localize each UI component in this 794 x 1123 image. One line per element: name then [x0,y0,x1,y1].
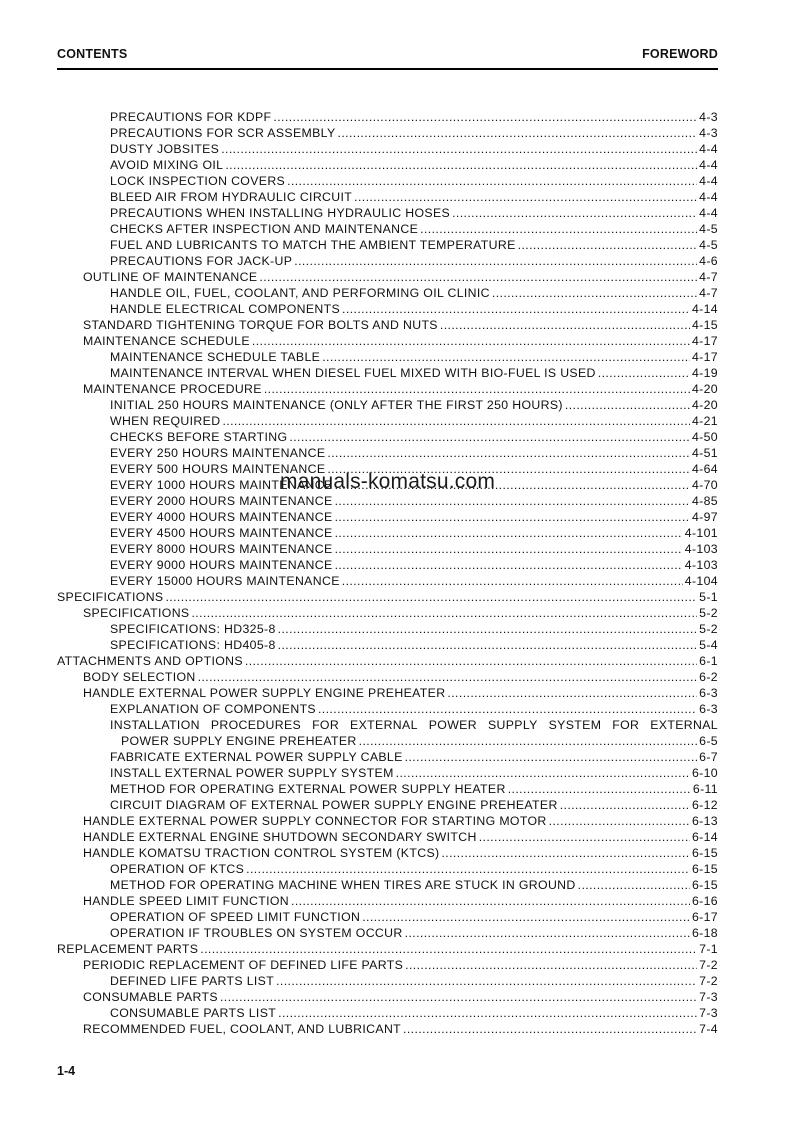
toc-entry[interactable] [57,845,718,861]
toc-entry-page: 6-14 [691,830,718,844]
toc-word: FOR [312,718,340,732]
toc-entry[interactable] [57,589,718,605]
toc-entry-title: HANDLE EXTERNAL POWER SUPPLY ENGINE PREHEATER [83,686,446,700]
dot-leader [335,493,690,509]
toc-entry-title: SPECIFICATIONS: HD325-8 [110,622,276,636]
toc-word: POWER [428,718,477,732]
toc-word: SUPPLY [487,718,538,732]
toc-entry-title: HANDLE ELECTRICAL COMPONENTS [110,302,341,316]
toc-entry-page: 4-104 [684,574,718,588]
toc-entry[interactable] [57,653,718,669]
dot-leader [264,381,690,397]
toc-entry[interactable] [57,301,718,317]
toc-entry[interactable] [57,813,718,829]
dot-leader [191,605,697,621]
toc-entry[interactable] [57,877,718,893]
toc-entry-title: EVERY 8000 HOURS MAINTENANCE [110,542,333,556]
dot-leader [276,973,697,989]
toc-entry[interactable] [57,493,718,509]
toc-entry-title: INSTALL EXTERNAL POWER SUPPLY SYSTEM [110,766,394,780]
page-number: 1-4 [57,1064,76,1078]
toc-entry-page: 4-7 [699,286,718,300]
toc-entry-title: OPERATION IF TROUBLES ON SYSTEM OCCUR [110,926,403,940]
toc-entry-page: 4-4 [699,158,718,172]
toc-entry-title: MAINTENANCE PROCEDURE [83,382,262,396]
dot-leader [518,237,698,253]
dot-leader [342,573,683,589]
toc-entry-page: 6-3 [699,702,718,716]
toc-entry-title: DUSTY JOBSITES [110,142,220,156]
toc-entry[interactable] [57,797,718,813]
toc-entry-title: FABRICATE EXTERNAL POWER SUPPLY CABLE [110,750,403,764]
toc-entry-title: SPECIFICATIONS [57,590,164,604]
toc-entry-title: CIRCUIT DIAGRAM OF EXTERNAL POWER SUPPLY ENGINE PREHEATER [110,798,558,812]
dot-leader [560,797,690,813]
toc-entry-title: FUEL AND LUBRICANTS TO MATCH THE AMBIENT TEMPERATURE [110,238,516,252]
toc-entry[interactable] [57,1021,718,1037]
dot-leader [278,621,698,637]
toc-entry[interactable] [57,189,718,205]
toc-entry[interactable] [57,605,718,621]
toc-entry-page: 4-51 [691,446,718,460]
toc-entry-page: 4-6 [699,254,718,268]
dot-leader [354,189,697,205]
toc-entry[interactable] [57,973,718,989]
dot-leader [405,749,698,765]
toc-entry-page: 4-4 [699,190,718,204]
toc-entry[interactable] [57,829,718,845]
dot-leader [327,445,690,461]
toc-entry-title: HANDLE OIL, FUEL, COOLANT, AND PERFORMING OIL CLINIC [110,286,490,300]
toc-entry[interactable] [57,269,718,285]
toc-entry-page: 6-18 [691,926,718,940]
toc-entry-page: 4-20 [691,398,718,412]
toc-entry[interactable] [57,285,718,301]
toc-entry[interactable] [57,397,718,413]
toc-entry-page: 6-15 [691,878,718,892]
watermark-text: manuals-komatsu.com [280,470,496,493]
toc-entry-title: SPECIFICATIONS: HD405-8 [110,638,276,652]
toc-entry-title: PRECAUTIONS FOR JACK-UP [110,254,293,268]
toc-entry-title: PERIODIC REPLACEMENT OF DEFINED LIFE PARTS [83,958,404,972]
dot-leader [452,205,697,221]
toc-entry[interactable] [57,221,718,237]
toc-entry-title: PRECAUTIONS WHEN INSTALLING HYDRAULIC HOSES [110,206,451,220]
dot-leader [259,269,697,285]
toc-entry-title: REPLACEMENT PARTS [57,942,199,956]
toc-entry-title: MAINTENANCE SCHEDULE [83,334,250,348]
toc-entry-page: 6-7 [699,750,718,764]
toc-entry-page: 4-3 [699,126,718,140]
dot-leader [165,589,697,605]
dot-leader [273,109,697,125]
toc-entry[interactable] [57,669,718,685]
toc-entry-page: 4-14 [691,302,718,316]
toc-entry[interactable] [57,637,718,653]
toc-entry[interactable] [57,701,718,717]
toc-entry-title: METHOD FOR OPERATING EXTERNAL POWER SUPPLY HEATER [110,782,506,796]
toc-entry[interactable] [57,237,718,253]
dot-leader [289,429,690,445]
dot-leader [294,253,697,269]
dot-leader [335,557,683,573]
toc-entry-title: METHOD FOR OPERATING MACHINE WHEN TIRES ARE STUCK IN GROUND [110,878,576,892]
toc-entry[interactable] [57,429,718,445]
toc-entry-title: LOCK INSPECTION COVERS [110,174,286,188]
toc-entry-title: BLEED AIR FROM HYDRAULIC CIRCUIT [110,190,353,204]
dot-leader [405,957,697,973]
toc-entry[interactable] [57,749,718,765]
dot-leader [441,845,690,861]
dot-leader [318,701,697,717]
dot-leader [508,781,691,797]
toc-entry[interactable] [57,909,718,925]
toc-word: FOR [612,718,640,732]
toc-entry-title: MAINTENANCE SCHEDULE TABLE [110,350,321,364]
toc-entry-page: 6-15 [691,862,718,876]
toc-entry-title: PRECAUTIONS FOR KDPF [110,110,272,124]
toc-entry-page: 4-21 [691,414,718,428]
toc-entry-title: OPERATION OF KTCS [110,862,245,876]
toc-entry[interactable] [57,717,718,733]
dot-leader [578,877,690,893]
dot-leader [225,157,697,173]
dot-leader [222,413,690,429]
toc-entry-title: CHECKS BEFORE STARTING [110,430,288,444]
toc-entry-title: EVERY 250 HOURS MAINTENANCE [110,446,326,460]
toc-entry-page: 4-3 [699,110,718,124]
toc-entry-title: MAINTENANCE INTERVAL WHEN DIESEL FUEL MIXED WITH BIO-FUEL IS USED [110,366,596,380]
toc-entry-page: 4-20 [691,382,718,396]
toc-entry-title: HANDLE SPEED LIMIT FUNCTION [83,894,290,908]
toc-entry[interactable] [57,445,718,461]
dot-leader [291,893,690,909]
toc-entry-title: BODY SELECTION [83,670,196,684]
toc-entry-page: 4-15 [691,318,718,332]
toc-entry[interactable] [57,365,718,381]
toc-entry-page: 7-2 [699,974,718,988]
toc-entry-page: 6-5 [699,734,718,748]
toc-entry[interactable] [57,173,718,189]
toc-entry-page: 6-15 [691,846,718,860]
toc-entry[interactable] [57,925,718,941]
toc-entry-title: CONSUMABLE PARTS LIST [110,1006,277,1020]
toc-entry-page: 7-4 [699,1022,718,1036]
toc-entry-page: 4-50 [691,430,718,444]
toc-entry-title: STANDARD TIGHTENING TORQUE FOR BOLTS AND NUTS [83,318,438,332]
toc-entry-page: 4-4 [699,142,718,156]
toc-entry-page: 6-3 [699,686,718,700]
toc-entry[interactable] [57,109,718,125]
toc-entry-page: 4-4 [699,206,718,220]
toc-entry[interactable] [57,557,718,573]
toc-entry[interactable] [57,957,718,973]
dot-leader [342,301,690,317]
toc-entry-title: HANDLE EXTERNAL ENGINE SHUTDOWN SECONDARY SWITCH [83,830,477,844]
toc-entry-title: EXPLANATION OF COMPONENTS [110,702,316,716]
toc-entry[interactable] [57,413,718,429]
dot-leader [252,333,690,349]
toc-entry-page: 6-16 [691,894,718,908]
dot-leader [198,669,698,685]
toc-entry-title: SPECIFICATIONS [83,606,190,620]
toc-entry-title: WHEN REQUIRED [110,414,221,428]
header-section-title: CONTENTS [57,47,128,61]
toc-entry-title: PRECAUTIONS FOR SCR ASSEMBLY [110,126,336,140]
dot-leader [565,397,690,413]
toc-entry-title: RECOMMENDED FUEL, COOLANT, AND LUBRICANT [83,1022,402,1036]
toc-word: PROCEDURES [210,718,302,732]
toc-entry[interactable] [57,861,718,877]
toc-entry-page: 4-5 [699,222,718,236]
header-divider [57,68,718,70]
toc-entry[interactable] [57,349,718,365]
dot-leader [362,909,690,925]
toc-word: INSTALLATION [110,718,200,732]
dot-leader [200,941,697,957]
dot-leader [335,541,683,557]
toc-entry-page: 7-3 [699,990,718,1004]
toc-entry-page: 4-64 [691,462,718,476]
toc-entry[interactable] [57,765,718,781]
toc-entry-title: HANDLE EXTERNAL POWER SUPPLY CONNECTOR FOR STARTING MOTOR [83,814,547,828]
toc-entry-page: 5-1 [699,590,718,604]
dot-leader [396,765,690,781]
toc-entry-title: CHECKS AFTER INSPECTION AND MAINTENANCE [110,222,419,236]
toc-word: EXTERNAL [650,718,718,732]
toc-entry-page: 7-3 [699,1006,718,1020]
toc-entry-page: 4-101 [684,526,718,540]
toc-entry[interactable] [57,381,718,397]
toc-entry[interactable] [57,781,718,797]
toc-entry-page: 7-2 [699,958,718,972]
dot-leader [278,1005,697,1021]
dot-leader [440,317,690,333]
toc-entry-page: 4-5 [699,238,718,252]
header-chapter-title: FOREWORD [642,47,718,61]
toc-entry-page: 6-17 [691,910,718,924]
toc-entry[interactable] [57,125,718,141]
toc-entry-title: DEFINED LIFE PARTS LIST [110,974,275,988]
toc-entry[interactable] [57,525,718,541]
dot-leader [338,125,698,141]
dot-leader [335,525,683,541]
toc-entry-page: 6-12 [691,798,718,812]
toc-entry-page: 5-2 [699,606,718,620]
toc-entry[interactable] [57,541,718,557]
toc-entry-title: EVERY 9000 HOURS MAINTENANCE [110,558,333,572]
toc-entry-title: EVERY 15000 HOURS MAINTENANCE [110,574,340,588]
toc-entry[interactable] [57,141,718,157]
toc-entry[interactable] [57,989,718,1005]
dot-leader [335,509,690,525]
dot-leader [492,285,697,301]
toc-word: SYSTEM [548,718,602,732]
toc-entry-title: CONSUMABLE PARTS [83,990,218,1004]
dot-leader [403,1021,697,1037]
toc-entry-title: EVERY 4500 HOURS MAINTENANCE [110,526,333,540]
toc-entry-title: INITIAL 250 HOURS MAINTENANCE (ONLY AFTER THE FIRST 250 HOURS) [110,398,563,412]
toc-entry[interactable] [57,157,718,173]
toc-entry-page: 4-17 [691,334,718,348]
toc-entry-page: 4-103 [684,558,718,572]
toc-entry[interactable] [57,253,718,269]
toc-entry-page: 5-4 [699,638,718,652]
toc-word: EXTERNAL [350,718,418,732]
table-of-contents [57,109,718,1037]
toc-entry-page: 6-2 [699,670,718,684]
toc-entry-page: 4-4 [699,174,718,188]
toc-entry-page: 4-19 [691,366,718,380]
toc-entry-page: 6-13 [691,814,718,828]
dot-leader [245,653,697,669]
toc-entry-page: 4-97 [691,510,718,524]
toc-entry[interactable] [57,941,718,957]
toc-entry[interactable] [57,685,718,701]
dot-leader [287,173,697,189]
dot-leader [447,685,697,701]
toc-entry-page: 4-7 [699,270,718,284]
toc-entry-page: 7-1 [699,942,718,956]
dot-leader [405,925,690,941]
toc-entry-title: EVERY 500 HOURS MAINTENANCE [110,462,326,476]
dot-leader [322,349,690,365]
toc-entry[interactable] [57,509,718,525]
page-header [57,47,718,65]
toc-entry[interactable] [57,893,718,909]
toc-entry-title [110,717,718,733]
dot-leader [221,141,697,157]
toc-entry-page: 4-70 [691,478,718,492]
dot-leader [549,813,690,829]
toc-entry[interactable] [57,621,718,637]
toc-entry[interactable] [57,317,718,333]
dot-leader [220,989,697,1005]
toc-entry-page: 4-17 [691,350,718,364]
toc-entry[interactable] [57,733,718,749]
toc-entry-page: 6-1 [699,654,718,668]
toc-entry[interactable] [57,1005,718,1021]
toc-entry-page: 5-2 [699,622,718,636]
dot-leader [359,733,698,749]
dot-leader [278,637,698,653]
toc-entry-page: 4-103 [684,542,718,556]
toc-entry-title: HANDLE KOMATSU TRACTION CONTROL SYSTEM (KTCS) [83,846,440,860]
dot-leader [598,365,690,381]
toc-entry-page: 4-85 [691,494,718,508]
toc-entry-page: 6-10 [691,766,718,780]
toc-entry[interactable] [57,333,718,349]
toc-entry-title: EVERY 4000 HOURS MAINTENANCE [110,510,333,524]
toc-entry-title: OPERATION OF SPEED LIMIT FUNCTION [110,910,361,924]
toc-entry-page: 6-11 [692,782,718,796]
toc-entry[interactable] [57,573,718,589]
dot-leader [246,861,690,877]
toc-entry[interactable] [57,205,718,221]
toc-entry-title: EVERY 1000 HOURS MAINTENANCE [110,478,333,492]
toc-entry-title: OUTLINE OF MAINTENANCE [83,270,258,284]
toc-entry-title: ATTACHMENTS AND OPTIONS [57,654,243,668]
dot-leader [420,221,697,237]
toc-entry-title: EVERY 2000 HOURS MAINTENANCE [110,494,333,508]
toc-entry-title: POWER SUPPLY ENGINE PREHEATER [121,734,357,748]
dot-leader [479,829,690,845]
toc-entry-title: AVOID MIXING OIL [110,158,224,172]
